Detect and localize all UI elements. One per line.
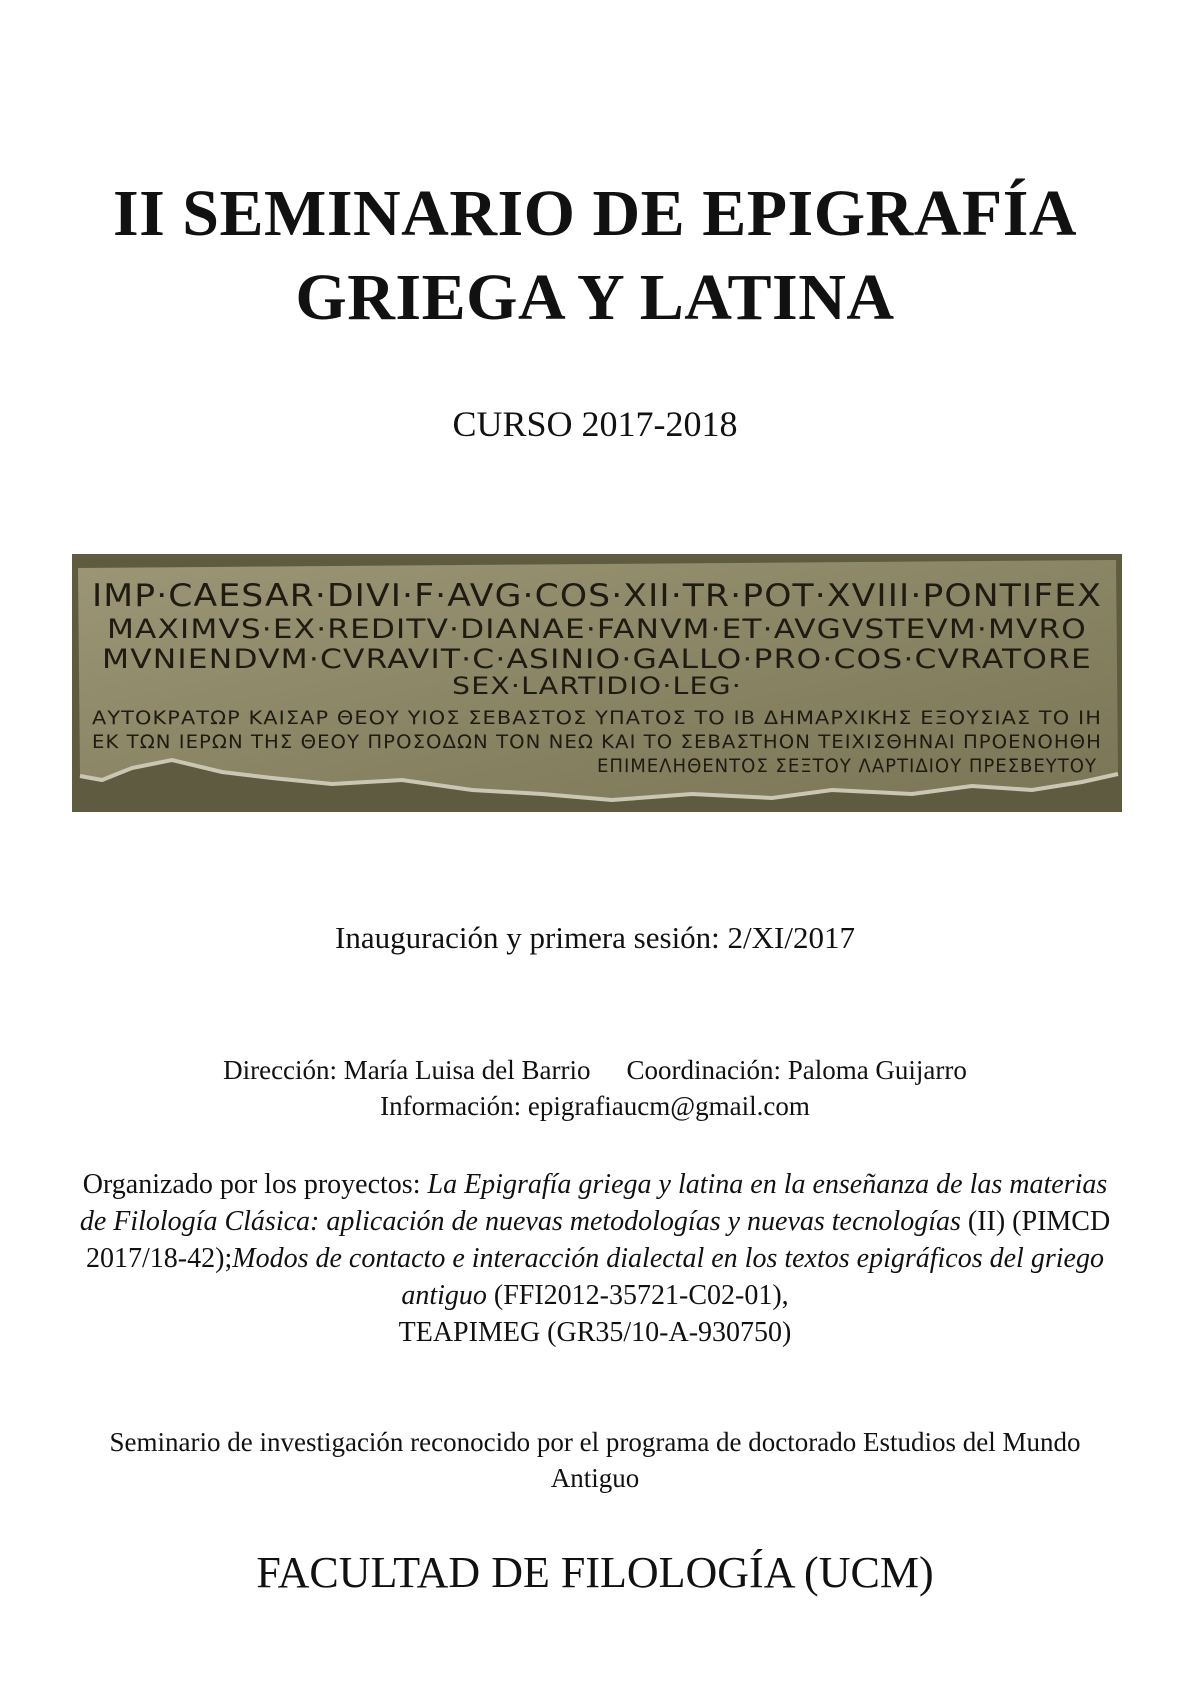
greek-line-2: ΕΚ ΤΩΝ ΙΕΡΩΝ ΤΗΣ ΘΕΟΥ ΠΡΟΣΟΔΩΝ ΤΟΝ ΝΕΩ ΚΑΙ ΤΟ ΣΕΒΑΣΤΗΟΝ ΤΕΙΧΙΣΘΗΝΑΙ ΠΡΟΕΝΟΗΘΗ [92,731,1102,753]
course-year: CURSO 2017-2018 [452,404,738,444]
latin-line-1: IMP·CAESAR·DIVI·F·AVG·COS·XII·TR·POT·XVIII·PONTIFEX [92,578,1102,614]
doctorate-note: Seminario de investigación reconocido por el programa de doctorado Estudios del Mundo Antiguo [109,1427,1081,1493]
project-3: TEAPIMEG (GR35/10-A-930750) [398,1317,792,1348]
projects-intro: Organizado por los proyectos: [82,1169,428,1200]
info-label: Información: [380,1091,522,1121]
credits-line-2 [0,1088,1190,1124]
project-2-title: Modos de contacto e interacción dialectal en los textos epigráficos del griego antiguo [232,1243,1104,1311]
inscription-photo [72,554,1122,812]
projects-paragraph [70,1166,1120,1351]
latin-line-2: MAXIMVS·EX·REDITV·DIANAE·FANVM·ET·AVGVSTEVM·MVRO [107,614,1087,645]
greek-line-1: ΑΥΤΟΚΡΑΤΩΡ ΚΑΙΣΑΡ ΘΕΟΥ ΥΙΟΣ ΣΕΒΑΣΤΟΣ ΥΠΑΤΟΣ ΤΟ ΙΒ ΔΗΜΑΡΧΙΚΗΣ ΕΞΟΥΣΙΑΣ ΤΟ ΙΗ [92,707,1102,729]
faculty-name: FACULTAD DE FILOLOGÍA (UCM) [256,1548,934,1597]
latin-line-4: SEX·LARTIDIO·LEG· [452,672,742,700]
project-2-code: (FFI2012-35721-C02-01), [486,1280,789,1311]
credits-block [0,1052,1190,1124]
project-1-code: (II) (PIMCD 2017/18-42); [86,1206,1111,1274]
inauguration-date: Inauguración y primera sesión: 2/XI/2017 [335,920,855,955]
project-1-title: La Epigrafía griega y latina en la enseñanza de las materias de Filología Clásica: aplicación de nuevas metodologías y nuevas tecnologías [79,1169,1108,1237]
direction-text: Dirección: María Luisa del Barrio [223,1055,591,1085]
latin-line-3: MVNIENDVM·CVRAVIT·C·ASINIO·GALLO·PRO·COS·CVRATORE [102,644,1092,675]
inscription-stone-image [72,554,1122,812]
title-line-2: GRIEGA Y LATINA [295,261,895,334]
coordination-text: Coordinación: Paloma Guijarro [626,1055,967,1085]
poster-title [0,172,1190,340]
credits-line-1 [0,1052,1190,1088]
title-line-1: II SEMINARIO DE EPIGRAFÍA [112,177,1078,250]
greek-line-3: ΕΠΙΜΕΛΗΘΕΝΤΟΣ ΣΕΞΤΟΥ ΛΑΡΤΙΔΙΟΥ ΠΡΕΣΒΕΥΤΟΥ [597,755,1097,777]
email-link[interactable]: epigrafiaucm@gmail.com [527,1091,810,1121]
